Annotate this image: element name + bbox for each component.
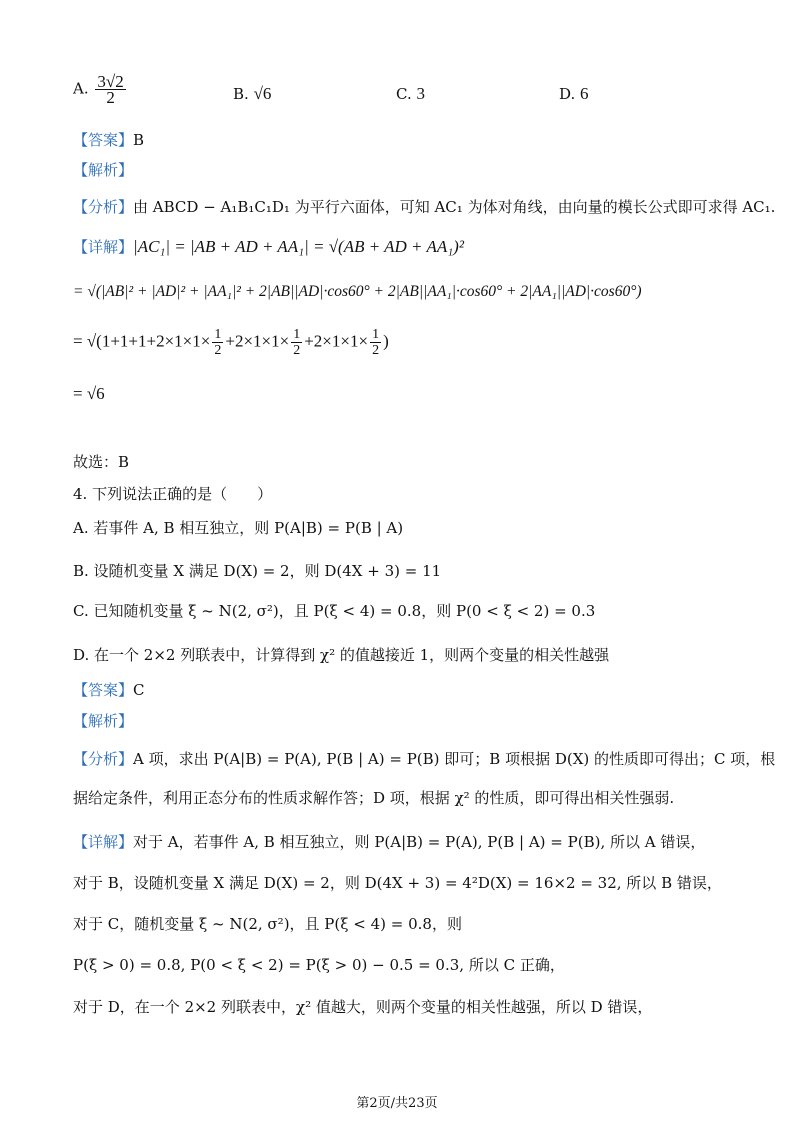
q4-option-c: C. 已知随机变量 ξ ~ N(2, σ²)，且 P(ξ < 4) = 0.8，则 P(0 < ξ < 2) = 0.3 — [73, 602, 596, 620]
q4-fenxi-line2: 据给定条件，利用正态分布的性质求解作答；D 项，根据 χ² 的性质，即可得出相关性强弱. — [73, 789, 675, 807]
answer-tag: 【答案】 — [73, 681, 134, 699]
q4-detail-line1: 【详解】对于 A，若事件 A, B 相互独立，则 P(A|B) = P(A), P(B | A) = P(B), 所以 A 错误， — [73, 833, 706, 851]
q3-analysis-tag: 【解析】 — [73, 161, 134, 179]
q4-analysis-tag: 【解析】 — [73, 712, 134, 730]
option-d: D. 6 — [559, 84, 589, 103]
q4-fenxi-line1: 【分析】A 项，求出 P(A|B) = P(A), P(B | A) = P(B) 即可；B 项根据 D(X) 的性质即可得出；C 项，根 — [73, 750, 776, 768]
option-a-fraction: $\frac{3√2}{2}$ — [97, 72, 124, 107]
fraction-half: $\frac{1}{2}$ — [372, 327, 380, 358]
option-d-value: 6 — [580, 84, 589, 103]
fraction-half: $\frac{1}{2}$ — [214, 327, 222, 358]
q3-detail-line1: 【详解】|AC₁| = |AB + AD + AA₁| = √(AB + AD + AA₁)² — [73, 237, 464, 256]
q3-answer: 【答案】B — [73, 131, 145, 149]
option-a — [73, 74, 128, 105]
q4-stem: 4. 下列说法正确的是（ ） — [73, 485, 273, 503]
q4-detail-line5: 对于 D，在一个 2×2 列联表中，χ² 值越大，则两个变量的相关性越强，所以 D 错误， — [73, 998, 653, 1016]
option-a-label: A. — [73, 79, 89, 98]
q3-detail-line3: = √(1+1+1+2×1×1× $\frac{1}{2}$ +2×1×1× $\frac{1}{2}$ +2×1×1× $\frac{1}{2}$ ) — [73, 327, 389, 358]
answer-tag: 【答案】 — [73, 131, 134, 149]
q4-detail-line2: 对于 B，设随机变量 X 满足 D(X) = 2，则 D(4X + 3) = 4²D(X) = 16×2 = 32, 所以 B 错误， — [73, 874, 722, 892]
q3-fenxi: 【分析】由 ABCD − A₁B₁C₁D₁ 为平行六面体，可知 AC₁ 为体对角线，由向量的模长公式即可求得 AC₁. — [73, 198, 776, 216]
q4-option-a: A. 若事件 A, B 相互独立，则 P(A|B) = P(B | A) — [73, 519, 404, 537]
q4-answer: 【答案】C — [73, 681, 145, 699]
q3-detail-line2: = √(|AB|² + |AD|² + |AA₁|² + 2|AB||AD|·cos60° + 2|AB||AA₁|·cos60° + 2|AA₁||AD|·cos60°) — [73, 283, 642, 300]
q4-option-b: B. 设随机变量 X 满足 D(X) = 2，则 D(4X + 3) = 11 — [73, 562, 442, 580]
option-c-value: 3 — [416, 84, 425, 103]
option-b-value: √6 — [253, 84, 272, 103]
q4-option-d: D. 在一个 2×2 列联表中，计算得到 χ² 的值越接近 1，则两个变量的相关性越强 — [73, 646, 610, 664]
option-c: C. 3 — [396, 84, 425, 103]
q4-detail-line4: P(ξ > 0) = 0.8, P(0 < ξ < 2) = P(ξ > 0) − 0.5 = 0.3, 所以 C 正确， — [73, 956, 565, 974]
q3-detail-line4: = √6 — [73, 384, 105, 403]
page-footer: 第2页/共23页 — [356, 1096, 438, 1111]
q3-choose: 故选：B — [73, 453, 130, 471]
fraction-half: $\frac{1}{2}$ — [293, 327, 301, 358]
q4-detail-line3: 对于 C，随机变量 ξ ~ N(2, σ²)，且 P(ξ < 4) = 0.8，则 — [73, 915, 462, 933]
option-b: B. √6 — [233, 84, 272, 103]
